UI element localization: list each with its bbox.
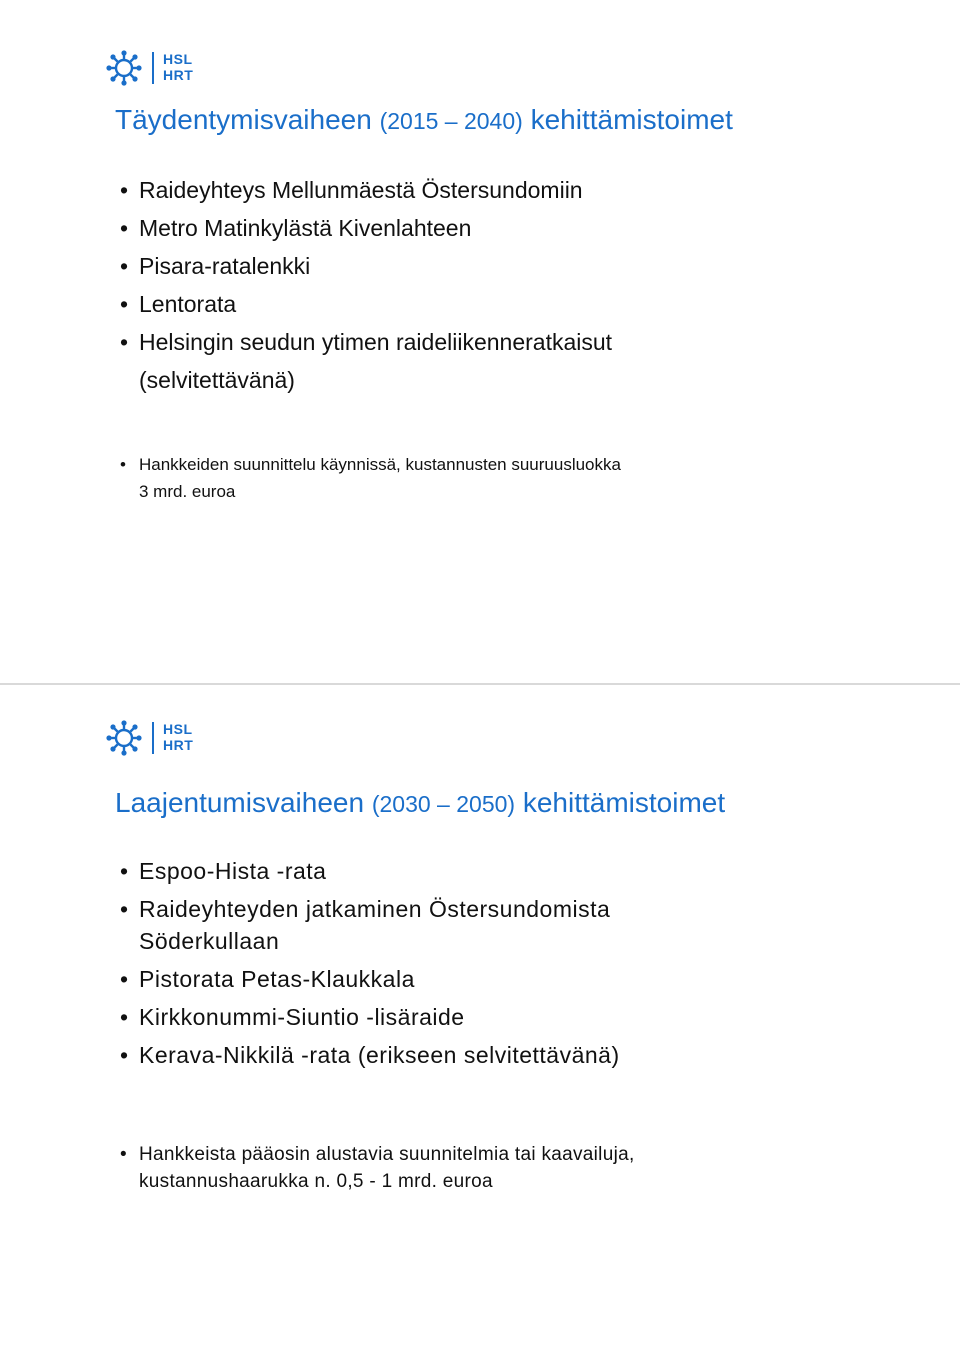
list-item	[120, 247, 612, 285]
list-item	[120, 285, 612, 323]
title-part-b: kehittämistoimet	[522, 104, 733, 135]
slide-1-bullet-list	[120, 171, 612, 399]
title-part-a: Laajentumisvaiheen	[115, 787, 372, 818]
slide-2	[0, 684, 960, 1368]
list-item-text: Lentorata	[139, 291, 237, 317]
logo-text-hsl: HSL	[163, 51, 193, 67]
title-part-a: Täydentymisvaiheen	[115, 104, 380, 135]
list-item-continuation: Söderkullaan	[139, 928, 280, 954]
list-item-text: Kirkkonummi-Siuntio -lisäraide	[139, 1004, 465, 1030]
list-item	[120, 1001, 620, 1033]
list-item-text: Raideyhteys Mellunmäestä Östersundomiin	[139, 177, 583, 203]
list-item-text: Pistorata Petas-Klaukkala	[139, 966, 415, 992]
list-item-text: Metro Matinkylästä Kivenlahteen	[139, 215, 472, 241]
logo-divider	[152, 52, 154, 84]
hsl-sun-icon	[104, 50, 148, 86]
note-item	[120, 1141, 635, 1195]
list-item	[120, 1039, 620, 1071]
slide-2-note	[120, 1141, 635, 1195]
slide-1-note	[120, 451, 621, 505]
slide-2-bullet-list	[120, 855, 620, 1077]
list-item-text: Raideyhteyden jatkaminen Östersundomista	[139, 896, 611, 922]
list-item	[120, 171, 612, 209]
logo-divider	[152, 722, 154, 754]
list-item	[120, 963, 620, 995]
list-item	[120, 893, 620, 957]
list-item-text: Espoo-Hista -rata	[139, 858, 327, 884]
list-item-text: Pisara-ratalenkki	[139, 253, 311, 279]
list-item-continuation: (selvitettävänä)	[139, 367, 295, 393]
note-line-1: Hankkeista pääosin alustavia suunnitelmia tai kaavailuja,	[139, 1144, 635, 1165]
slide-1-title	[115, 104, 733, 136]
logo-text-hrt: HRT	[163, 737, 194, 753]
note-line-2: kustannushaarukka n. 0,5 - 1 mrd. euroa	[139, 1171, 493, 1192]
list-item	[120, 855, 620, 887]
logo-text-hrt: HRT	[163, 67, 194, 83]
title-part-b: kehittämistoimet	[515, 787, 726, 818]
list-item	[120, 323, 612, 399]
slide-2-title	[115, 787, 725, 819]
title-years: (2015 – 2040)	[379, 108, 523, 134]
title-years: (2030 – 2050)	[371, 791, 516, 817]
hsl-logo	[104, 720, 204, 756]
note-line-2: 3 mrd. euroa	[139, 482, 236, 501]
note-line-1: Hankkeiden suunnittelu käynnissä, kustannusten suuruusluokka	[139, 455, 621, 474]
list-item	[120, 209, 612, 247]
list-item-text: Kerava-Nikkilä -rata (erikseen selvitettävänä)	[139, 1042, 620, 1068]
logo-text-hsl: HSL	[163, 721, 193, 737]
hsl-logo	[104, 50, 204, 86]
hsl-sun-icon	[104, 720, 148, 756]
note-item	[120, 451, 621, 505]
list-item-text: Helsingin seudun ytimen raideliikenneratkaisut	[139, 329, 613, 355]
